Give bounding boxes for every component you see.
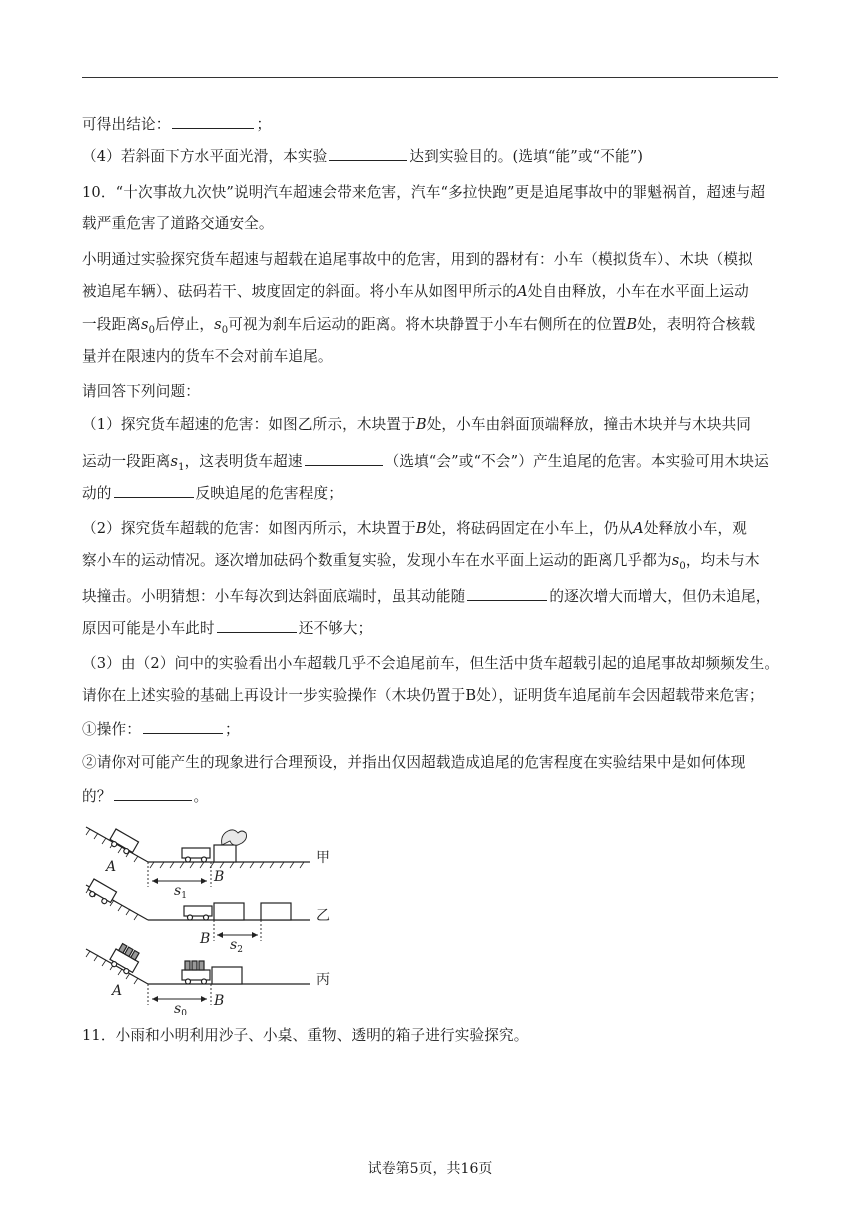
cart-flat	[184, 906, 212, 920]
label-A: A	[112, 983, 123, 999]
text-line: （4）若斜面下方水平面光滑，本实验 达到实验目的。(选填“能”或“不能”)	[82, 148, 644, 165]
answer-blank[interactable]	[114, 483, 194, 498]
text-line: 可得出结论： ；	[82, 116, 272, 133]
label-bing: 丙	[316, 972, 330, 988]
label-B: B	[214, 993, 225, 1009]
text-line: 动的 反映追尾的危害程度；	[82, 485, 343, 502]
loaded-cart-on-slope	[108, 942, 143, 976]
answer-blank[interactable]	[467, 586, 547, 601]
wood-block	[214, 845, 236, 862]
wood-block-moved	[261, 903, 291, 920]
text-line: 载严重危害了道路交通安全。	[82, 215, 274, 232]
label-B: B	[200, 931, 211, 947]
hand-icon	[222, 830, 247, 845]
loaded-cart-flat	[182, 961, 210, 984]
text-line: 运动一段距离$s_1$，这表明货车超速 （选填“会”或“不会”）产生追尾的危害。本实验可用木块运	[82, 453, 769, 473]
answer-blank[interactable]	[305, 451, 383, 466]
text-line: 请你在上述实验的基础上再设计一步实验操作（木块仍置于B处），证明货车追尾前车会因超载带来危害；	[82, 687, 764, 704]
text-line: ①操作： ；	[82, 721, 240, 738]
text-line: 察小车的运动情况。逐次增加砝码个数重复实验，发现小车在水平面上运动的距离几乎都为$s_0$，均未与木	[82, 552, 760, 572]
wood-block	[214, 903, 244, 920]
text-line: （3）由（2）问中的实验看出小车超载几乎不会追尾前车，但生活中货车超载引起的追尾事故却频频发生。	[82, 655, 780, 672]
answer-blank[interactable]	[329, 146, 407, 161]
answer-blank[interactable]	[114, 786, 192, 801]
text-line: 量并在限速内的货车不会对前车追尾。	[82, 348, 333, 365]
answer-blank[interactable]	[172, 114, 254, 129]
question-11-line: 11．小雨和小明利用沙子、小桌、重物、透明的箱子进行实验探究。	[82, 1027, 529, 1044]
text-line: ②请你对可能产生的现象进行合理预设，并指出仅因超载造成追尾的危害程度在实验结果中是如何体现	[82, 754, 746, 771]
question-10-line: 10．“十次事故九次快”说明汽车超速会带来危害，汽车“多拉快跑”更是追尾事故中的罪魁祸首，超速与超	[82, 184, 766, 201]
panel-jia	[86, 827, 310, 887]
text-line: 原因可能是小车此时 还不够大；	[82, 620, 373, 637]
text-line: （1）探究货车超速的危害：如图乙所示，木块置于B处，小车由斜面顶端释放，撞击木块并与木块共同	[82, 416, 752, 433]
cart-flat	[182, 848, 210, 862]
cart-on-slope	[86, 879, 117, 906]
header-rule	[82, 77, 778, 78]
panel-yi	[86, 879, 310, 941]
label-s0: $s_0$	[174, 1001, 187, 1015]
page-footer: 试卷第5页，共16页	[367, 1161, 493, 1177]
text-line: （2）探究货车超载的危害：如图丙所示，木块置于B处，将砝码固定在小车上，仍从A处释放小车，观	[82, 520, 748, 537]
label-yi: 乙	[316, 908, 330, 924]
text-line: 小明通过实验探究货车超速与超载在追尾事故中的危害，用到的器材有：小车（模拟货车）、木块（模拟	[82, 251, 753, 268]
label-A: A	[106, 859, 117, 875]
text-line: 请回答下列问题：	[82, 383, 200, 400]
wood-block	[212, 967, 242, 984]
label-s2: $s_2$	[230, 937, 243, 955]
label-B: B	[214, 869, 225, 885]
text-line: 的？ 。	[82, 788, 209, 805]
text-line: 被追尾车辆）、砝码若干、坡度固定的斜面。将小车从如图甲所示的A处自由释放，小车在水平面上运动	[82, 283, 749, 300]
text-line: 一段距离$s_0$后停止，$s_0$可视为刹车后运动的距离。将木块静置于小车右侧所在的位置B处，表明符合核载	[82, 316, 756, 336]
text-line: 块撞击。小明猜想：小车每次到达斜面底端时，虽其动能随 的逐次增大而增大，但仍未追尾，	[82, 588, 771, 605]
answer-blank[interactable]	[217, 618, 297, 633]
cart-on-slope	[108, 829, 139, 856]
experiment-figure	[80, 815, 340, 1015]
label-s1: $s_1$	[174, 883, 187, 901]
label-jia: 甲	[316, 850, 330, 866]
answer-blank[interactable]	[143, 719, 223, 734]
